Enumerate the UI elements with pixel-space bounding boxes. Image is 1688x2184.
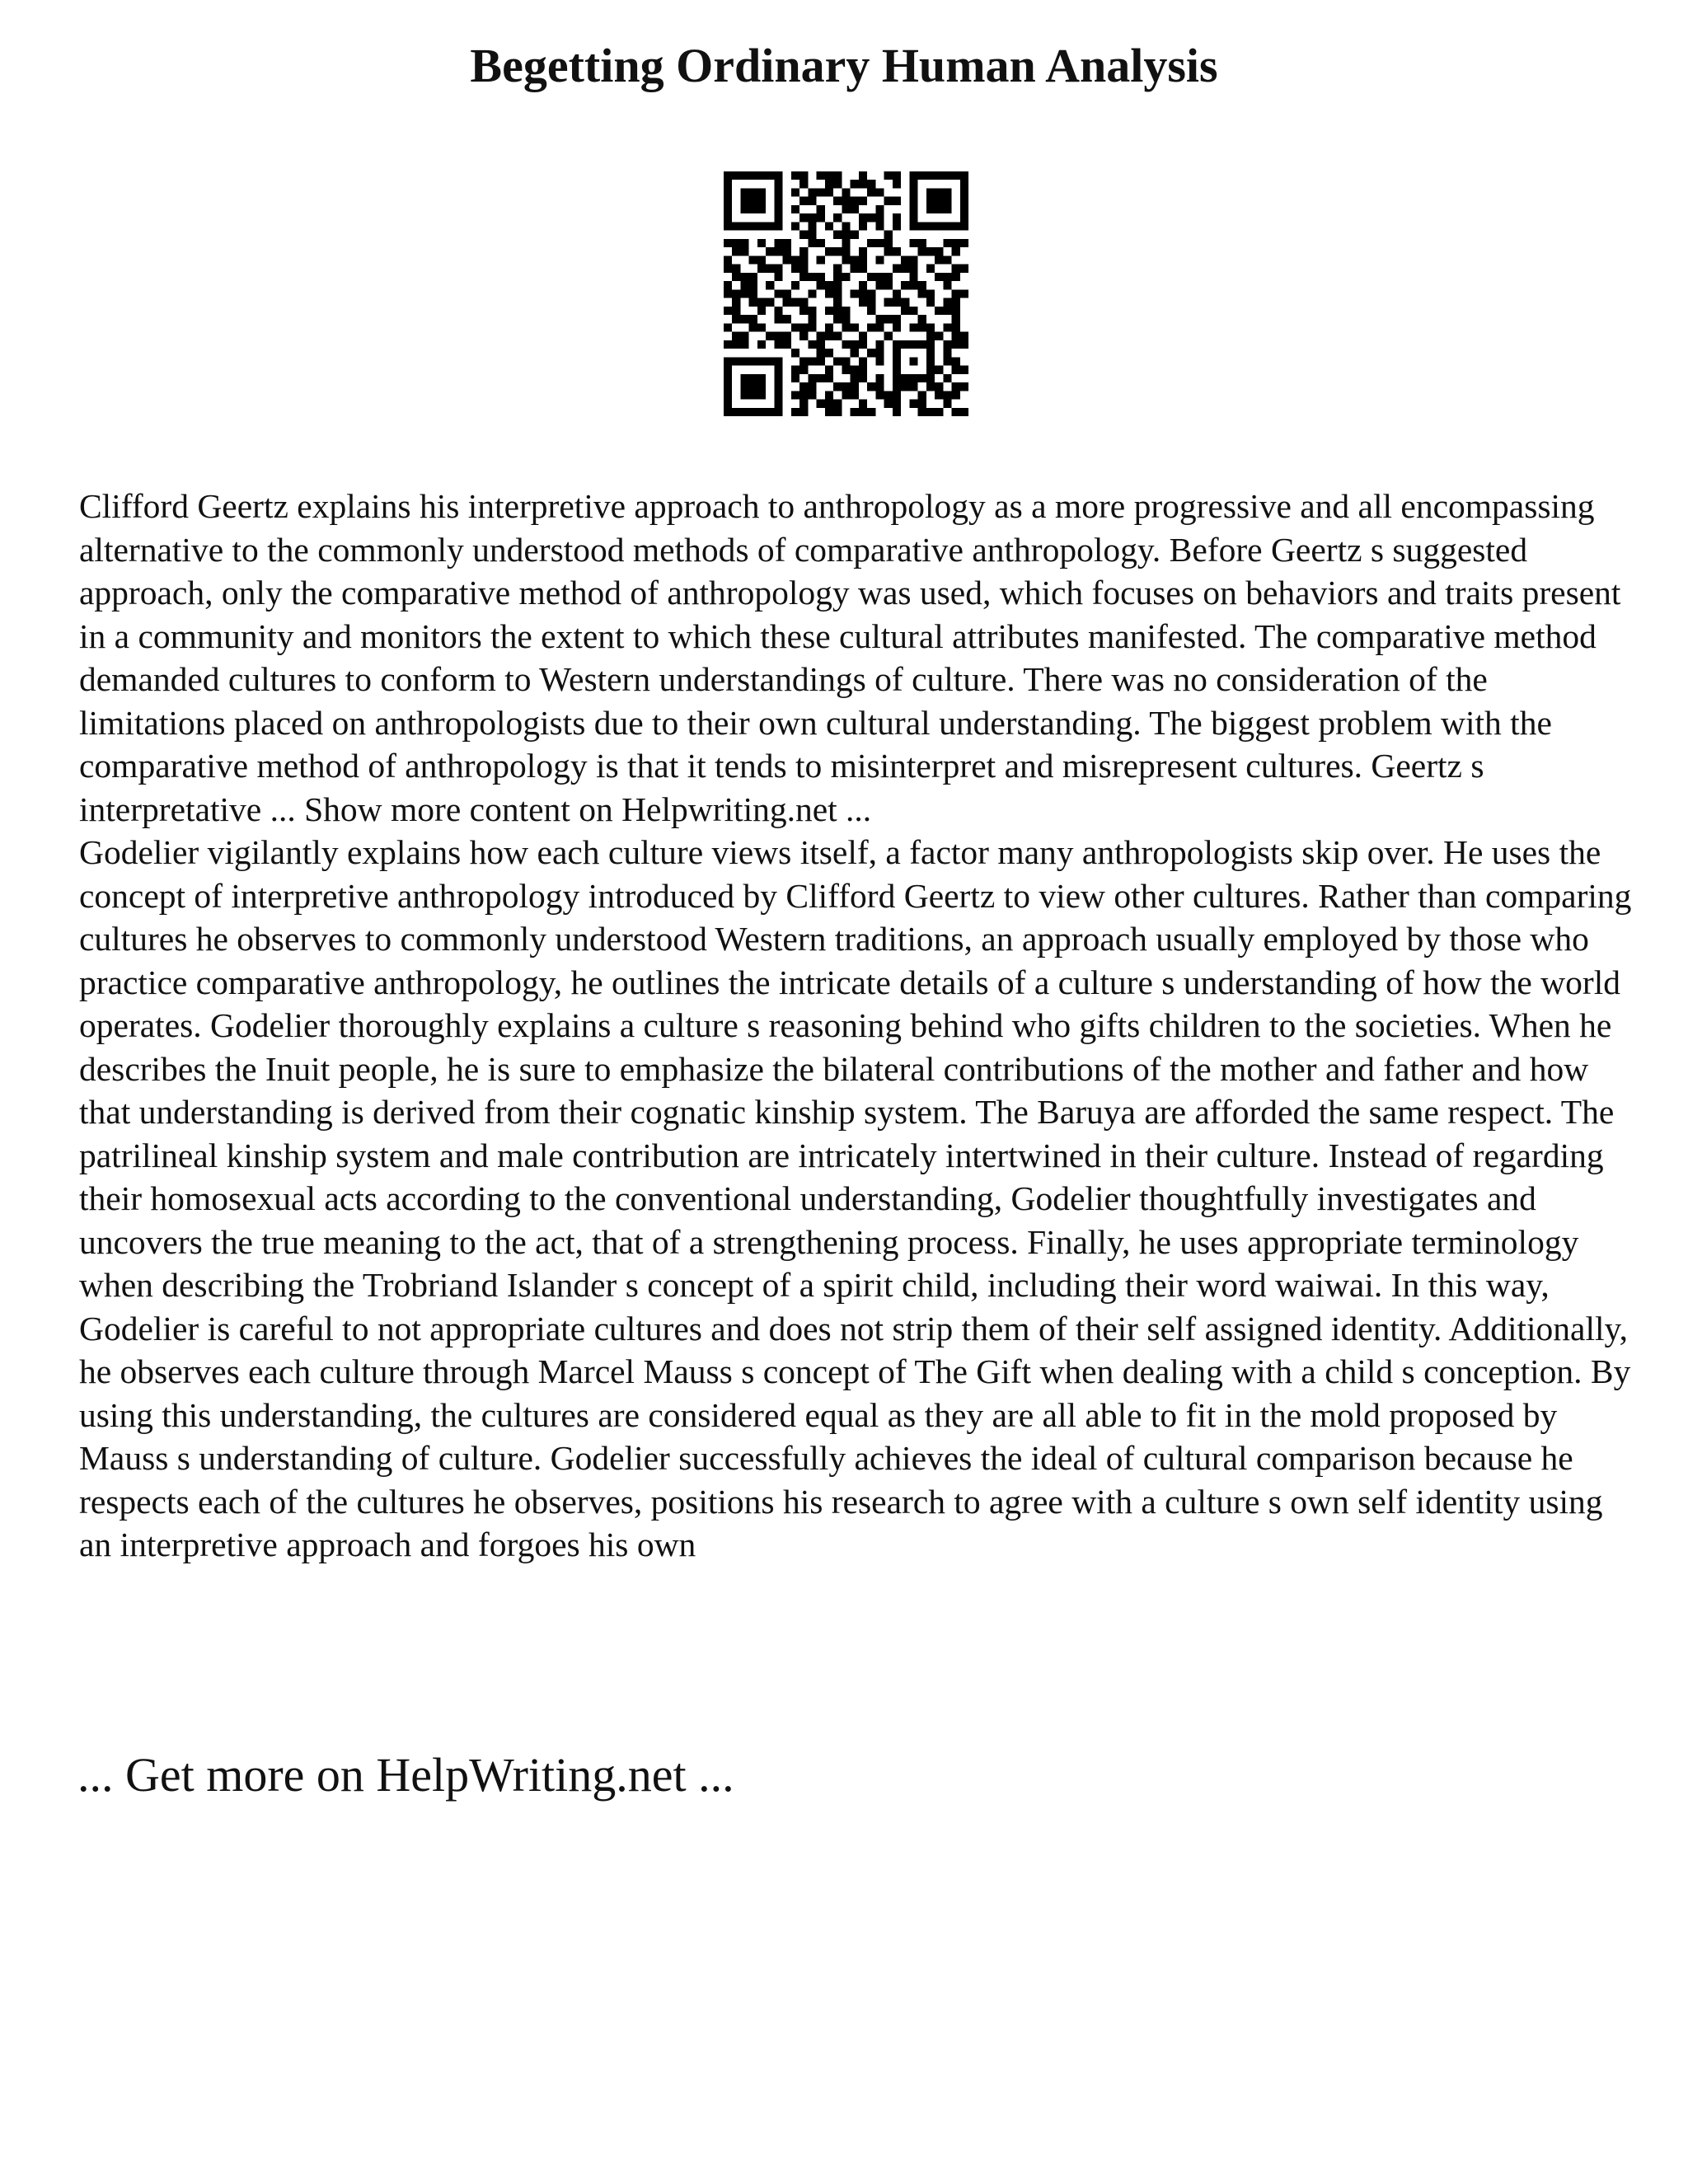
qr-code-icon: [724, 171, 968, 416]
paragraph-1: Clifford Geertz explains his interpretive approach to anthropology as a more progressive and all encompassing alternative to the commonly understood methods of comparative anthropology. Before Geertz s suggested approach, only the comparative method of anthropology was used, which focuses on behaviors and traits present in a community and monitors the extent to which these cultural attributes manifested. The comparative method demanded cultures to conform to Western understandings of culture. There was no consideration of the limitations placed on anthropologists due to their own cultural understanding. The biggest problem with the comparative method of anthropology is that it tends to misinterpret and misrepresent cultures. Geertz s interpretative ... Show more content on Helpwriting.net ...: [79, 487, 1621, 828]
get-more-link[interactable]: ... Get more on HelpWriting.net ...: [77, 1748, 734, 1802]
paragraph-2: Godelier vigilantly explains how each culture views itself, a factor many anthropologists skip over. He uses the concept of interpretive anthropology introduced by Clifford Geertz to view other cultures. Rather than comparing cultures he observes to commonly understood Western traditions, an approach usually employed by those who practice comparative anthropology, he outlines the intricate details of a culture s understanding of how the world operates. Godelier thoroughly explains a culture s reasoning behind who gifts children to the societies. When he describes the Inuit people, he is sure to emphasize the bilateral contributions of the mother and father and how that understanding is derived from their cognatic kinship system. The Baruya are afforded the same respect. The patrilineal kinship system and male contribution are intricately intertwined in their culture. Instead of regarding their homosexual acts according to the conventional understanding, Godelier thoughtfully investigates and uncovers the true meaning to the act, that of a strengthening process. Finally, he uses appropriate terminology when describing the Trobriand Islander s concept of a spirit child, including their word waiwai. In this way, Godelier is careful to not appropriate cultures and does not strip them of their self assigned identity. Additionally, he observes each culture through Marcel Mauss s concept of The Gift when dealing with a child s conception. By using this understanding, the cultures are considered equal as they are all able to fit in the mold proposed by Mauss s understanding of culture. Godelier successfully achieves the ideal of cultural comparison because he respects each of the cultures he observes, positions his research to agree with a culture s own self identity using an interpretive approach and forgoes his own: [79, 833, 1632, 1563]
article-body: [79, 485, 1637, 1567]
page-title: Begetting Ordinary Human Analysis: [470, 39, 1218, 92]
